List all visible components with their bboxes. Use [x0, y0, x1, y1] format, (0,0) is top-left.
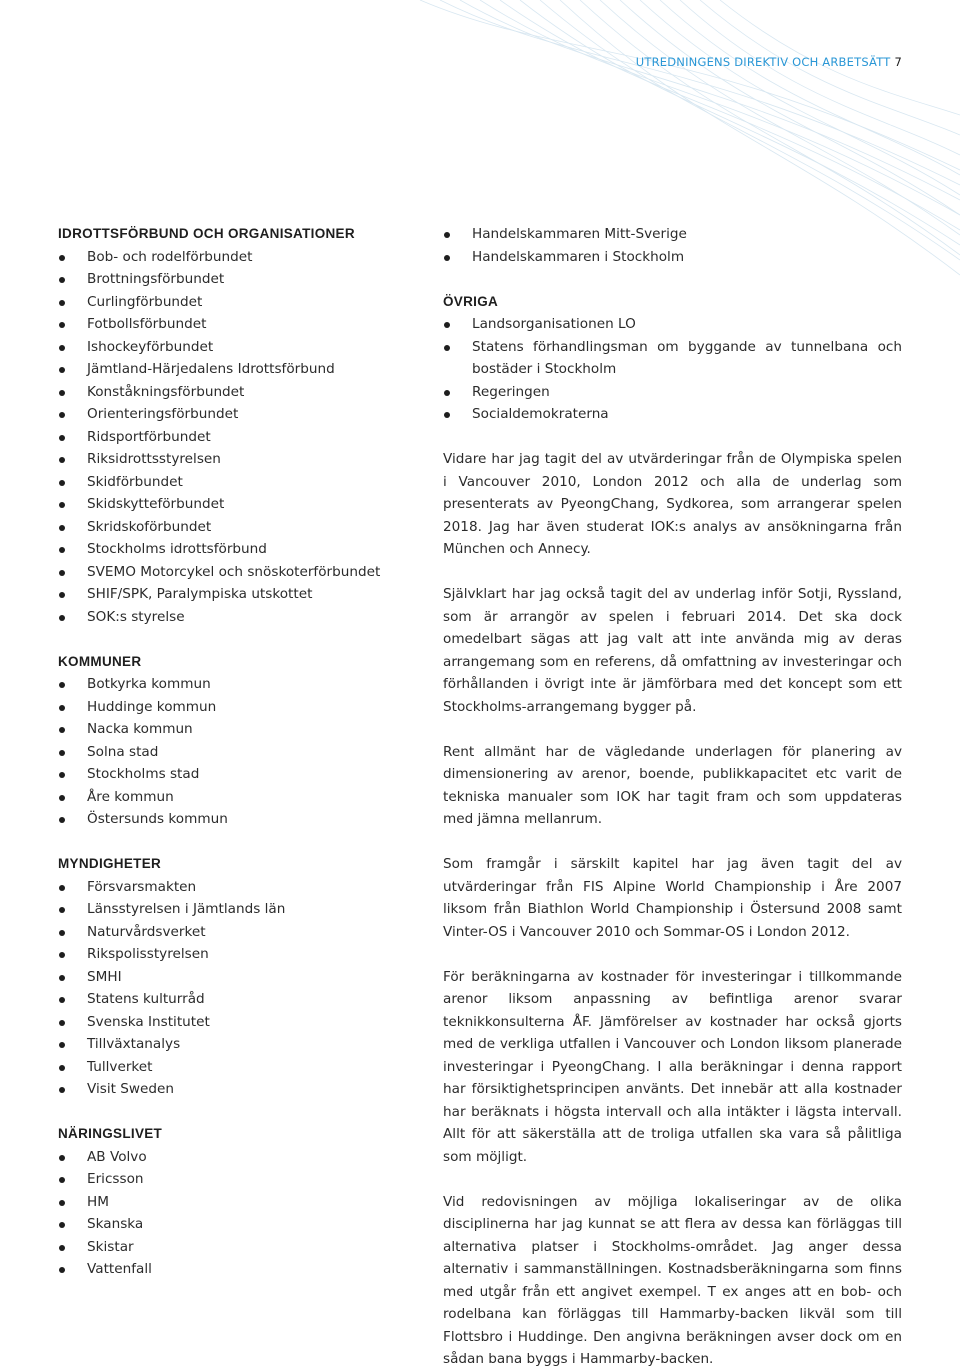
list-item: Riksidrottsstyrelsen [58, 448, 418, 471]
list-item: Socialdemokraterna [443, 403, 902, 426]
body-paragraph: Vid redovisningen av möjliga lokaliseringar av de olika disciplinerna har jag kunnat se att flera av dessa kan förläggas till alternativa platser i Stockholms-området. Jag anger dessa alternativ i sammanställningen. Kostnadsberäkningarna som finns med utgår från ett angivet exempel. T ex anges att en bob- och rodelbana kan förläggas till Hammarby-backen likväl som till Flottsbro i Huddinge. Den angivna beräkningen avser dock om en sådan bana byggs i Hammarby-backen. [443, 1193, 902, 1367]
list-item: Stockholms idrottsförbund [58, 538, 418, 561]
list-item: Statens förhandlingsman om byggande av tunnelbana och bostäder i Stockholm [443, 336, 902, 381]
list-idrottsforbund [58, 246, 418, 629]
list-item: Ericsson [58, 1168, 418, 1191]
bullet-icon [59, 682, 65, 688]
list-myndigheter [58, 876, 418, 1101]
bullet-icon [59, 705, 65, 711]
list-item: Nacka kommun [58, 718, 418, 741]
list-item: Regeringen [443, 381, 902, 404]
section-heading-idrottsforbund: IDROTTSFÖRBUND OCH ORGANISATIONER [58, 226, 355, 241]
left-column [58, 223, 418, 1281]
bullet-icon [59, 592, 65, 598]
bullet-icon [59, 1267, 65, 1273]
bullet-icon [444, 232, 450, 238]
list-item: Länsstyrelsen i Jämtlands län [58, 898, 418, 921]
list-item: Vattenfall [58, 1258, 418, 1281]
bullet-icon [59, 435, 65, 441]
list-item: Handelskammaren i Stockholm [443, 246, 902, 269]
list-item: Försvarsmakten [58, 876, 418, 899]
bullet-icon [59, 277, 65, 283]
bullet-icon [59, 412, 65, 418]
section-title: UTREDNINGENS DIREKTIV OCH ARBETSÄTT [635, 55, 891, 69]
bullet-icon [59, 1177, 65, 1183]
list-item: Åre kommun [58, 786, 418, 809]
bullet-icon [59, 615, 65, 621]
bullet-icon [59, 1155, 65, 1161]
list-item: SMHI [58, 966, 418, 989]
bullet-icon [59, 1065, 65, 1071]
list-naringslivet [58, 1146, 418, 1281]
body-paragraph: Rent allmänt har de vägledande underlagen för planering av dimensionering av arenor, boende, publikkapacitet etc varit de tekniska manualer som IOK har tagit fram och som uppdateras med jämna mellanrum. [443, 743, 902, 827]
bullet-icon [59, 1200, 65, 1206]
list-item: Curlingförbundet [58, 291, 418, 314]
section-heading-myndigheter: MYNDIGHETER [58, 856, 162, 871]
body-paragraph: Självklart har jag också tagit del av underlag inför Sotji, Ryssland, som är arrangör av spelen i februari 2014. Det ska dock omedelbart sägas att jag valt att inte använda mig av deras arrangemang som en referens, då omfattning av investeringar och förhållanden i övrigt inte är jämförbara med det koncept som ett Stockholms-arrangemang bygger på. [443, 586, 902, 715]
bullet-icon [59, 1087, 65, 1093]
bullet-icon [444, 345, 450, 351]
bullet-icon [59, 817, 65, 823]
bullet-icon [59, 772, 65, 778]
bullet-icon [59, 1042, 65, 1048]
list-item: Tullverket [58, 1056, 418, 1079]
list-item: Fotbollsförbundet [58, 313, 418, 336]
bullet-icon [59, 547, 65, 553]
list-item: Naturvårdsverket [58, 921, 418, 944]
running-header [636, 55, 902, 69]
bullet-icon [59, 727, 65, 733]
list-item: Jämtland-Härjedalens Idrottsförbund [58, 358, 418, 381]
list-item: Orienteringsförbundet [58, 403, 418, 426]
list-item: Statens kulturråd [58, 988, 418, 1011]
right-column [443, 223, 902, 1371]
bullet-icon [444, 255, 450, 261]
bullet-icon [59, 1020, 65, 1026]
bullet-icon [59, 952, 65, 958]
section-heading-ovriga: ÖVRIGA [443, 293, 499, 309]
bullet-icon [59, 1222, 65, 1228]
list-item: Huddinge kommun [58, 696, 418, 719]
bullet-icon [59, 255, 65, 261]
bullet-icon [444, 390, 450, 396]
bullet-icon [59, 997, 65, 1003]
list-item: Rikspolisstyrelsen [58, 943, 418, 966]
list-item: SHIF/SPK, Paralympiska utskottet [58, 583, 418, 606]
list-item: Ridsportförbundet [58, 426, 418, 449]
list-item: Skidskytteförbundet [58, 493, 418, 516]
bullet-icon [59, 322, 65, 328]
list-item: HM [58, 1191, 418, 1214]
bullet-icon [59, 300, 65, 306]
bullet-icon [59, 390, 65, 396]
list-item: Skidförbundet [58, 471, 418, 494]
list-item: SVEMO Motorcykel och snöskoterförbundet [58, 561, 418, 584]
body-paragraph: För beräkningarna av kostnader för investeringar i tillkommande arenor liksom anpassning av befintliga arenor svarar teknikkonsulterna ÅF. Jämförelser av kostnader har också gjorts med de verkliga utfallen i Vancouver och London liksom planerade investeringar i PyeongChang. I alla beräkningar i denna rapport har försiktighetsprincipen använts. Det innebär att alla kostnader har beräknats i högsta intervall och alla intäkter i lägsta intervall. Allt för att säkerställa att de troliga utfallen ska vara så pålitliga som möjligt. [443, 968, 902, 1165]
list-item: Svenska Institutet [58, 1011, 418, 1034]
list-item: Solna stad [58, 741, 418, 764]
bullet-icon [59, 930, 65, 936]
list-ovriga [443, 313, 902, 426]
section-heading-naringslivet: NÄRINGSLIVET [58, 1126, 163, 1141]
list-handelskammare [443, 223, 902, 268]
bullet-icon [59, 750, 65, 756]
list-item: Stockholms stad [58, 763, 418, 786]
list-item: Brottningsförbundet [58, 268, 418, 291]
bullet-icon [59, 367, 65, 373]
body-paragraph: Som framgår i särskilt kapitel har jag även tagit del av utvärderingar från FIS Alpine World Championship i Åre 2007 liksom från Biathlon World Championship i Östersund 2008 samt Vinter-OS i Vancouver 2010 och Sommar-OS i London 2012. [443, 856, 902, 940]
list-item: Östersunds kommun [58, 808, 418, 831]
body-paragraph: Vidare har jag tagit del av utvärderingar från de Olympiska spelen i Vancouver 2010, London 2012 och alla de underlag som presenterats av PyeongChang, Sydkorea, som arrangerar spelen 2018. Jag har även studerat IOK:s analys av ansökningarna från München och Annecy. [443, 451, 902, 557]
bullet-icon [444, 322, 450, 328]
bullet-icon [59, 975, 65, 981]
bullet-icon [59, 907, 65, 913]
page-number: 7 [894, 55, 902, 69]
list-item: Skridskoförbundet [58, 516, 418, 539]
list-item: Handelskammaren Mitt-Sverige [443, 223, 902, 246]
bullet-icon [59, 502, 65, 508]
list-item: Botkyrka kommun [58, 673, 418, 696]
bullet-icon [59, 457, 65, 463]
list-item: SOK:s styrelse [58, 606, 418, 629]
list-item: Visit Sweden [58, 1078, 418, 1101]
list-item: Landsorganisationen LO [443, 313, 902, 336]
list-item: Skistar [58, 1236, 418, 1259]
list-item: Konståkningsförbundet [58, 381, 418, 404]
bullet-icon [59, 345, 65, 351]
bullet-icon [59, 1245, 65, 1251]
list-item: Bob- och rodelförbundet [58, 246, 418, 269]
bullet-icon [59, 570, 65, 576]
section-heading-kommuner: KOMMUNER [58, 653, 142, 669]
list-item: Skanska [58, 1213, 418, 1236]
bullet-icon [59, 480, 65, 486]
bullet-icon [59, 885, 65, 891]
bullet-icon [59, 795, 65, 801]
bullet-icon [59, 525, 65, 531]
list-item: Ishockeyförbundet [58, 336, 418, 359]
list-item: Tillväxtanalys [58, 1033, 418, 1056]
list-item: AB Volvo [58, 1146, 418, 1169]
bullet-icon [444, 412, 450, 418]
list-kommuner [58, 673, 418, 831]
